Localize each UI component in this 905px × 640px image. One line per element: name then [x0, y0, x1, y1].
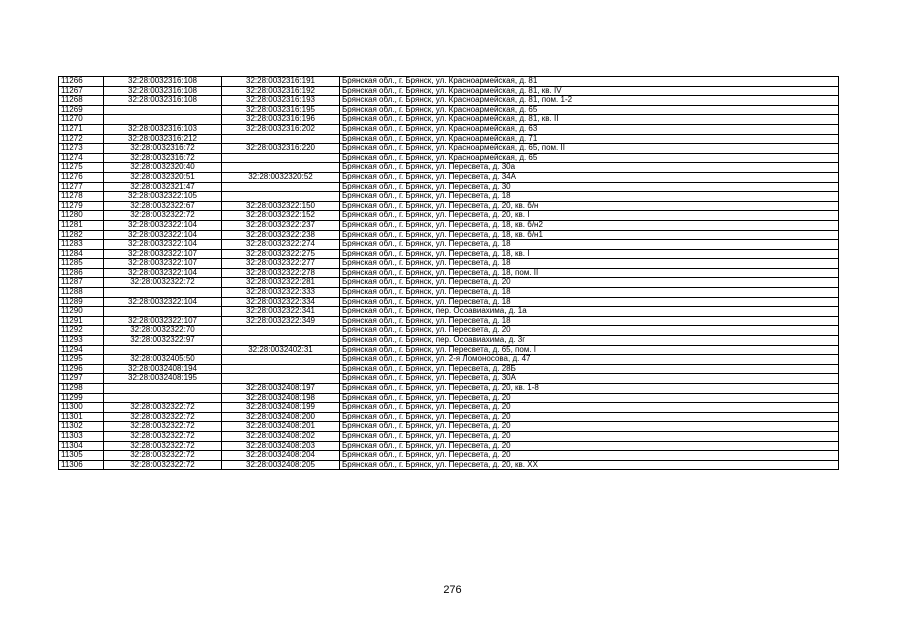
parcel-number-cell: 32:28:0032316:72 — [104, 144, 222, 154]
parcel-number-cell: 32:28:0032322:72 — [104, 278, 222, 288]
object-number-cell: 32:28:0032316:202 — [222, 124, 340, 134]
table-row — [59, 144, 839, 154]
parcel-number-cell — [104, 393, 222, 403]
row-number-cell: 11292 — [59, 326, 104, 336]
address-cell: Брянская обл., г. Брянск, ул. Пересвета, д. 20, кв. I — [340, 211, 839, 221]
address-cell: Брянская обл., г. Брянск, ул. Пересвета, д. 20 — [340, 278, 839, 288]
address-cell: Брянская обл., г. Брянск, ул. Пересвета, д. 18 — [340, 316, 839, 326]
row-number-cell: 11276 — [59, 172, 104, 182]
object-number-cell — [222, 326, 340, 336]
row-number-cell: 11271 — [59, 124, 104, 134]
page-number: 276 — [443, 584, 462, 596]
parcel-number-cell: 32:28:0032316:108 — [104, 77, 222, 87]
object-number-cell: 32:28:0032320:52 — [222, 172, 340, 182]
table-row — [59, 211, 839, 221]
row-number-cell: 11266 — [59, 77, 104, 87]
row-number-cell: 11301 — [59, 412, 104, 422]
parcel-number-cell — [104, 384, 222, 394]
address-cell: Брянская обл., г. Брянск, ул. Пересвета, д. 20 — [340, 441, 839, 451]
table-row — [59, 230, 839, 240]
address-cell: Брянская обл., г. Брянск, ул. Пересвета, д. 28Б — [340, 364, 839, 374]
parcel-number-cell: 32:28:0032322:104 — [104, 297, 222, 307]
row-number-cell: 11288 — [59, 288, 104, 298]
object-number-cell: 32:28:0032408:203 — [222, 441, 340, 451]
parcel-number-cell: 32:28:0032322:67 — [104, 201, 222, 211]
object-number-cell — [222, 364, 340, 374]
row-number-cell: 11289 — [59, 297, 104, 307]
parcel-number-cell — [104, 288, 222, 298]
address-cell: Брянская обл., г. Брянск, ул. Пересвета, д. 20 — [340, 412, 839, 422]
register-table-body — [59, 77, 839, 470]
object-number-cell: 32:28:0032402:31 — [222, 345, 340, 355]
table-row — [59, 182, 839, 192]
address-cell: Брянская обл., г. Брянск, ул. 2-я Ломоносова, д. 47 — [340, 355, 839, 365]
object-number-cell — [222, 182, 340, 192]
address-cell: Брянская обл., г. Брянск, ул. Пересвета, д. 18 — [340, 297, 839, 307]
row-number-cell: 11294 — [59, 345, 104, 355]
table-row — [59, 288, 839, 298]
parcel-number-cell: 32:28:0032322:97 — [104, 336, 222, 346]
parcel-number-cell: 32:28:0032322:72 — [104, 441, 222, 451]
table-row — [59, 268, 839, 278]
row-number-cell: 11279 — [59, 201, 104, 211]
row-number-cell: 11299 — [59, 393, 104, 403]
table-row — [59, 307, 839, 317]
address-cell: Брянская обл., г. Брянск, ул. Пересвета, д. 20 — [340, 431, 839, 441]
parcel-number-cell: 32:28:0032322:104 — [104, 230, 222, 240]
parcel-number-cell: 32:28:0032316:108 — [104, 86, 222, 96]
object-number-cell: 32:28:0032322:237 — [222, 220, 340, 230]
row-number-cell: 11291 — [59, 316, 104, 326]
row-number-cell: 11285 — [59, 259, 104, 269]
address-cell: Брянская обл., г. Брянск, ул. Красноармейская, д. 81, пом. 1-2 — [340, 96, 839, 106]
address-cell: Брянская обл., г. Брянск, ул. Пересвета, д. 20 — [340, 393, 839, 403]
table-row — [59, 105, 839, 115]
object-number-cell — [222, 134, 340, 144]
table-row — [59, 460, 839, 470]
parcel-number-cell: 32:28:0032408:195 — [104, 374, 222, 384]
row-number-cell: 11284 — [59, 249, 104, 259]
parcel-number-cell: 32:28:0032322:72 — [104, 412, 222, 422]
row-number-cell: 11270 — [59, 115, 104, 125]
table-row — [59, 134, 839, 144]
parcel-number-cell: 32:28:0032316:103 — [104, 124, 222, 134]
row-number-cell: 11280 — [59, 211, 104, 221]
object-number-cell — [222, 153, 340, 163]
table-row — [59, 326, 839, 336]
object-number-cell: 32:28:0032408:204 — [222, 451, 340, 461]
row-number-cell: 11281 — [59, 220, 104, 230]
object-number-cell: 32:28:0032322:281 — [222, 278, 340, 288]
table-row — [59, 422, 839, 432]
address-cell: Брянская обл., г. Брянск, ул. Красноармейская, д. 81, кв. IV — [340, 86, 839, 96]
object-number-cell — [222, 355, 340, 365]
table-row — [59, 364, 839, 374]
table-row — [59, 192, 839, 202]
parcel-number-cell: 32:28:0032321:47 — [104, 182, 222, 192]
table-row — [59, 220, 839, 230]
object-number-cell: 32:28:0032322:277 — [222, 259, 340, 269]
row-number-cell: 11274 — [59, 153, 104, 163]
address-cell: Брянская обл., г. Брянск, ул. Красноармейская, д. 65 — [340, 105, 839, 115]
address-cell: Брянская обл., г. Брянск, ул. Пересвета, д. 18, кв. б/н2 — [340, 220, 839, 230]
row-number-cell: 11282 — [59, 230, 104, 240]
row-number-cell: 11302 — [59, 422, 104, 432]
table-row — [59, 249, 839, 259]
address-cell: Брянская обл., г. Брянск, ул. Пересвета, д. 20 — [340, 422, 839, 432]
object-number-cell: 32:28:0032322:152 — [222, 211, 340, 221]
parcel-number-cell: 32:28:0032322:104 — [104, 240, 222, 250]
table-row — [59, 240, 839, 250]
row-number-cell: 11273 — [59, 144, 104, 154]
parcel-number-cell: 32:28:0032322:72 — [104, 460, 222, 470]
parcel-number-cell: 32:28:0032405:50 — [104, 355, 222, 365]
object-number-cell: 32:28:0032408:197 — [222, 384, 340, 394]
address-cell: Брянская обл., г. Брянск, ул. Пересвета, д. 18, пом. II — [340, 268, 839, 278]
object-number-cell: 32:28:0032322:349 — [222, 316, 340, 326]
parcel-number-cell — [104, 115, 222, 125]
table-row — [59, 431, 839, 441]
row-number-cell: 11298 — [59, 384, 104, 394]
row-number-cell: 11303 — [59, 431, 104, 441]
parcel-number-cell: 32:28:0032322:72 — [104, 211, 222, 221]
object-number-cell — [222, 192, 340, 202]
parcel-number-cell: 32:28:0032320:51 — [104, 172, 222, 182]
table-row — [59, 441, 839, 451]
parcel-number-cell: 32:28:0032322:105 — [104, 192, 222, 202]
address-cell: Брянская обл., г. Брянск, ул. Пересвета, д. 34А — [340, 172, 839, 182]
row-number-cell: 11293 — [59, 336, 104, 346]
object-number-cell: 32:28:0032322:238 — [222, 230, 340, 240]
table-row — [59, 297, 839, 307]
address-cell: Брянская обл., г. Брянск, ул. Красноармейская, д. 71 — [340, 134, 839, 144]
parcel-number-cell: 32:28:0032322:72 — [104, 451, 222, 461]
table-row — [59, 96, 839, 106]
address-cell: Брянская обл., г. Брянск, ул. Пересвета, д. 18 — [340, 259, 839, 269]
table-row — [59, 86, 839, 96]
row-number-cell: 11296 — [59, 364, 104, 374]
table-row — [59, 412, 839, 422]
parcel-number-cell: 32:28:0032322:107 — [104, 249, 222, 259]
table-row — [59, 259, 839, 269]
table-row — [59, 384, 839, 394]
parcel-number-cell: 32:28:0032316:72 — [104, 153, 222, 163]
table-row — [59, 374, 839, 384]
address-cell: Брянская обл., г. Брянск, ул. Пересвета, д. 30 — [340, 182, 839, 192]
address-cell: Брянская обл., г. Брянск, ул. Пересвета, д. 18 — [340, 240, 839, 250]
object-number-cell — [222, 163, 340, 173]
object-number-cell: 32:28:0032322:278 — [222, 268, 340, 278]
row-number-cell: 11267 — [59, 86, 104, 96]
row-number-cell: 11306 — [59, 460, 104, 470]
table-row — [59, 172, 839, 182]
object-number-cell: 32:28:0032316:196 — [222, 115, 340, 125]
table-row — [59, 278, 839, 288]
row-number-cell: 11304 — [59, 441, 104, 451]
object-number-cell: 32:28:0032322:333 — [222, 288, 340, 298]
row-number-cell: 11300 — [59, 403, 104, 413]
address-cell: Брянская обл., г. Брянск, пер. Осоавиахима, д. 1а — [340, 307, 839, 317]
table-row — [59, 201, 839, 211]
parcel-number-cell: 32:28:0032316:108 — [104, 96, 222, 106]
row-number-cell: 11297 — [59, 374, 104, 384]
parcel-number-cell — [104, 345, 222, 355]
address-cell: Брянская обл., г. Брянск, ул. Пересвета, д. 30а — [340, 163, 839, 173]
address-cell: Брянская обл., г. Брянск, ул. Пересвета, д. 18, кв. I — [340, 249, 839, 259]
row-number-cell: 11290 — [59, 307, 104, 317]
row-number-cell: 11269 — [59, 105, 104, 115]
object-number-cell: 32:28:0032316:191 — [222, 77, 340, 87]
object-number-cell: 32:28:0032408:205 — [222, 460, 340, 470]
object-number-cell — [222, 374, 340, 384]
parcel-number-cell: 32:28:0032322:104 — [104, 220, 222, 230]
address-cell: Брянская обл., г. Брянск, ул. Пересвета, д. 65, пом. I — [340, 345, 839, 355]
parcel-number-cell: 32:28:0032322:72 — [104, 422, 222, 432]
object-number-cell: 32:28:0032316:195 — [222, 105, 340, 115]
row-number-cell: 11277 — [59, 182, 104, 192]
row-number-cell: 11272 — [59, 134, 104, 144]
address-cell: Брянская обл., г. Брянск, ул. Пересвета, д. 20, кв. б/н — [340, 201, 839, 211]
table-row — [59, 336, 839, 346]
register-table — [58, 76, 839, 470]
parcel-number-cell: 32:28:0032322:107 — [104, 316, 222, 326]
address-cell: Брянская обл., г. Брянск, ул. Пересвета, д. 20 — [340, 451, 839, 461]
object-number-cell: 32:28:0032408:198 — [222, 393, 340, 403]
object-number-cell: 32:28:0032316:192 — [222, 86, 340, 96]
table-row — [59, 393, 839, 403]
address-cell: Брянская обл., г. Брянск, ул. Пересвета, д. 20 — [340, 326, 839, 336]
address-cell: Брянская обл., г. Брянск, ул. Пересвета, д. 18 — [340, 192, 839, 202]
parcel-number-cell: 32:28:0032408:194 — [104, 364, 222, 374]
object-number-cell: 32:28:0032322:274 — [222, 240, 340, 250]
address-cell: Брянская обл., г. Брянск, ул. Пересвета, д. 18, кв. б/н1 — [340, 230, 839, 240]
address-cell: Брянская обл., г. Брянск, ул. Красноармейская, д. 81 — [340, 77, 839, 87]
table-row — [59, 403, 839, 413]
address-cell: Брянская обл., г. Брянск, ул. Пересвета, д. 20 — [340, 403, 839, 413]
parcel-number-cell: 32:28:0032320:40 — [104, 163, 222, 173]
row-number-cell: 11283 — [59, 240, 104, 250]
parcel-number-cell: 32:28:0032322:104 — [104, 268, 222, 278]
object-number-cell: 32:28:0032322:275 — [222, 249, 340, 259]
table-row — [59, 345, 839, 355]
address-cell: Брянская обл., г. Брянск, пер. Осоавиахима, д. 3г — [340, 336, 839, 346]
row-number-cell: 11287 — [59, 278, 104, 288]
table-row — [59, 115, 839, 125]
parcel-number-cell: 32:28:0032316:212 — [104, 134, 222, 144]
address-cell: Брянская обл., г. Брянск, ул. Красноармейская, д. 65 — [340, 153, 839, 163]
address-cell: Брянская обл., г. Брянск, ул. Красноармейская, д. 81, кв. II — [340, 115, 839, 125]
address-cell: Брянская обл., г. Брянск, ул. Пересвета, д. 30А — [340, 374, 839, 384]
table-row — [59, 451, 839, 461]
row-number-cell: 11286 — [59, 268, 104, 278]
object-number-cell: 32:28:0032322:150 — [222, 201, 340, 211]
object-number-cell: 32:28:0032408:199 — [222, 403, 340, 413]
address-cell: Брянская обл., г. Брянск, ул. Пересвета, д. 20, кв. XX — [340, 460, 839, 470]
object-number-cell: 32:28:0032408:202 — [222, 431, 340, 441]
parcel-number-cell: 32:28:0032322:70 — [104, 326, 222, 336]
address-cell: Брянская обл., г. Брянск, ул. Пересвета, д. 20, кв. 1-8 — [340, 384, 839, 394]
table-row — [59, 316, 839, 326]
address-cell: Брянская обл., г. Брянск, ул. Красноармейская, д. 65, пом. II — [340, 144, 839, 154]
object-number-cell — [222, 336, 340, 346]
parcel-number-cell: 32:28:0032322:72 — [104, 403, 222, 413]
object-number-cell: 32:28:0032408:200 — [222, 412, 340, 422]
object-number-cell: 32:28:0032316:193 — [222, 96, 340, 106]
table-row — [59, 355, 839, 365]
object-number-cell: 32:28:0032322:334 — [222, 297, 340, 307]
row-number-cell: 11268 — [59, 96, 104, 106]
row-number-cell: 11275 — [59, 163, 104, 173]
table-row — [59, 153, 839, 163]
object-number-cell: 32:28:0032316:220 — [222, 144, 340, 154]
object-number-cell: 32:28:0032408:201 — [222, 422, 340, 432]
parcel-number-cell: 32:28:0032322:72 — [104, 431, 222, 441]
table-row — [59, 163, 839, 173]
table-row — [59, 124, 839, 134]
parcel-number-cell: 32:28:0032322:107 — [104, 259, 222, 269]
row-number-cell: 11295 — [59, 355, 104, 365]
parcel-number-cell — [104, 307, 222, 317]
address-cell: Брянская обл., г. Брянск, ул. Красноармейская, д. 63 — [340, 124, 839, 134]
table-row — [59, 77, 839, 87]
row-number-cell: 11278 — [59, 192, 104, 202]
row-number-cell: 11305 — [59, 451, 104, 461]
address-cell: Брянская обл., г. Брянск, ул. Пересвета, д. 18 — [340, 288, 839, 298]
object-number-cell: 32:28:0032322:341 — [222, 307, 340, 317]
parcel-number-cell — [104, 105, 222, 115]
